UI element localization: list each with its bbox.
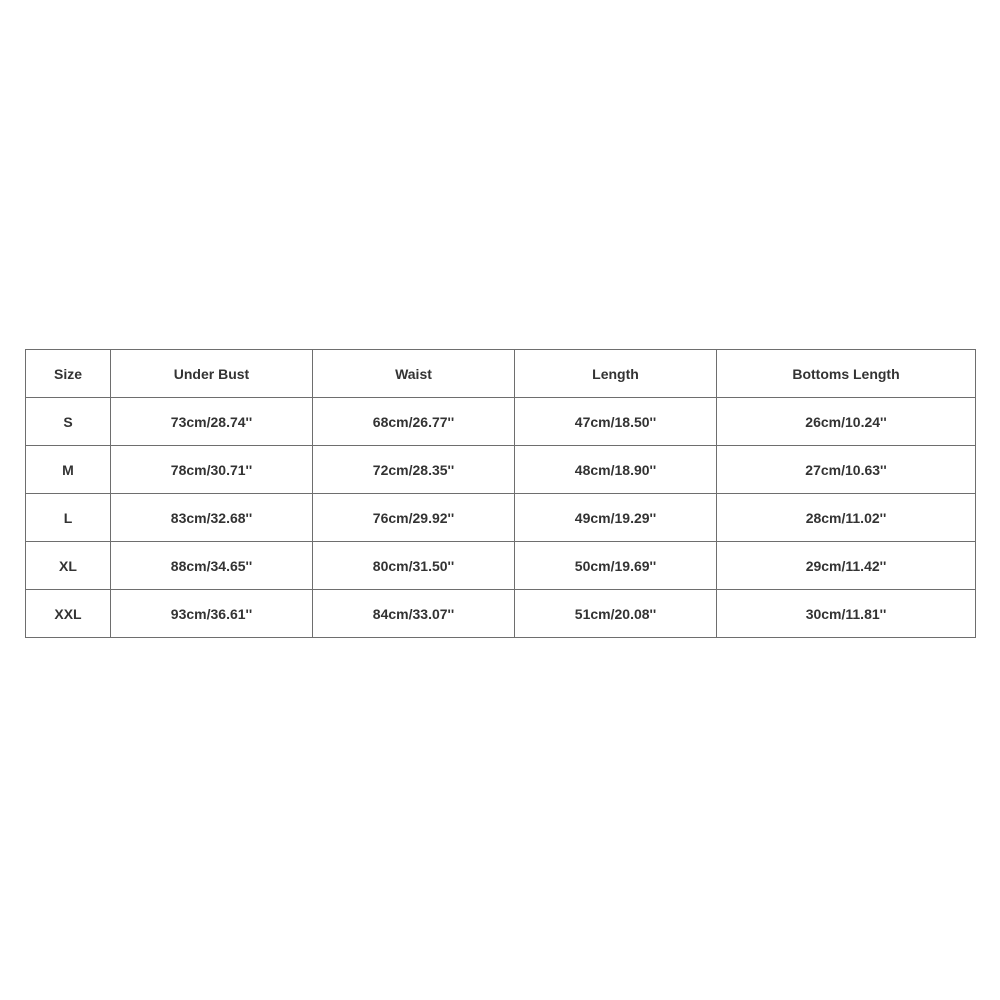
table-row <box>26 542 976 590</box>
table-row <box>26 590 976 638</box>
size-chart-table <box>25 349 976 638</box>
cell-waist: 76cm/29.92'' <box>313 494 515 542</box>
cell-under-bust: 88cm/34.65'' <box>111 542 313 590</box>
cell-size: M <box>26 446 111 494</box>
cell-under-bust: 73cm/28.74'' <box>111 398 313 446</box>
header-bottoms-length: Bottoms Length <box>717 350 976 398</box>
cell-length: 49cm/19.29'' <box>515 494 717 542</box>
cell-waist: 68cm/26.77'' <box>313 398 515 446</box>
header-row <box>26 350 976 398</box>
cell-waist: 80cm/31.50'' <box>313 542 515 590</box>
cell-waist: 72cm/28.35'' <box>313 446 515 494</box>
header-size: Size <box>26 350 111 398</box>
cell-under-bust: 78cm/30.71'' <box>111 446 313 494</box>
header-length: Length <box>515 350 717 398</box>
cell-length: 51cm/20.08'' <box>515 590 717 638</box>
header-waist: Waist <box>313 350 515 398</box>
cell-under-bust: 93cm/36.61'' <box>111 590 313 638</box>
cell-length: 47cm/18.50'' <box>515 398 717 446</box>
cell-bottoms-length: 26cm/10.24'' <box>717 398 976 446</box>
table-row <box>26 398 976 446</box>
cell-length: 50cm/19.69'' <box>515 542 717 590</box>
table-row <box>26 446 976 494</box>
cell-size: L <box>26 494 111 542</box>
cell-length: 48cm/18.90'' <box>515 446 717 494</box>
cell-waist: 84cm/33.07'' <box>313 590 515 638</box>
cell-under-bust: 83cm/32.68'' <box>111 494 313 542</box>
cell-size: XL <box>26 542 111 590</box>
cell-bottoms-length: 28cm/11.02'' <box>717 494 976 542</box>
cell-bottoms-length: 29cm/11.42'' <box>717 542 976 590</box>
cell-bottoms-length: 30cm/11.81'' <box>717 590 976 638</box>
cell-size: S <box>26 398 111 446</box>
table-row <box>26 494 976 542</box>
cell-bottoms-length: 27cm/10.63'' <box>717 446 976 494</box>
header-under-bust: Under Bust <box>111 350 313 398</box>
cell-size: XXL <box>26 590 111 638</box>
